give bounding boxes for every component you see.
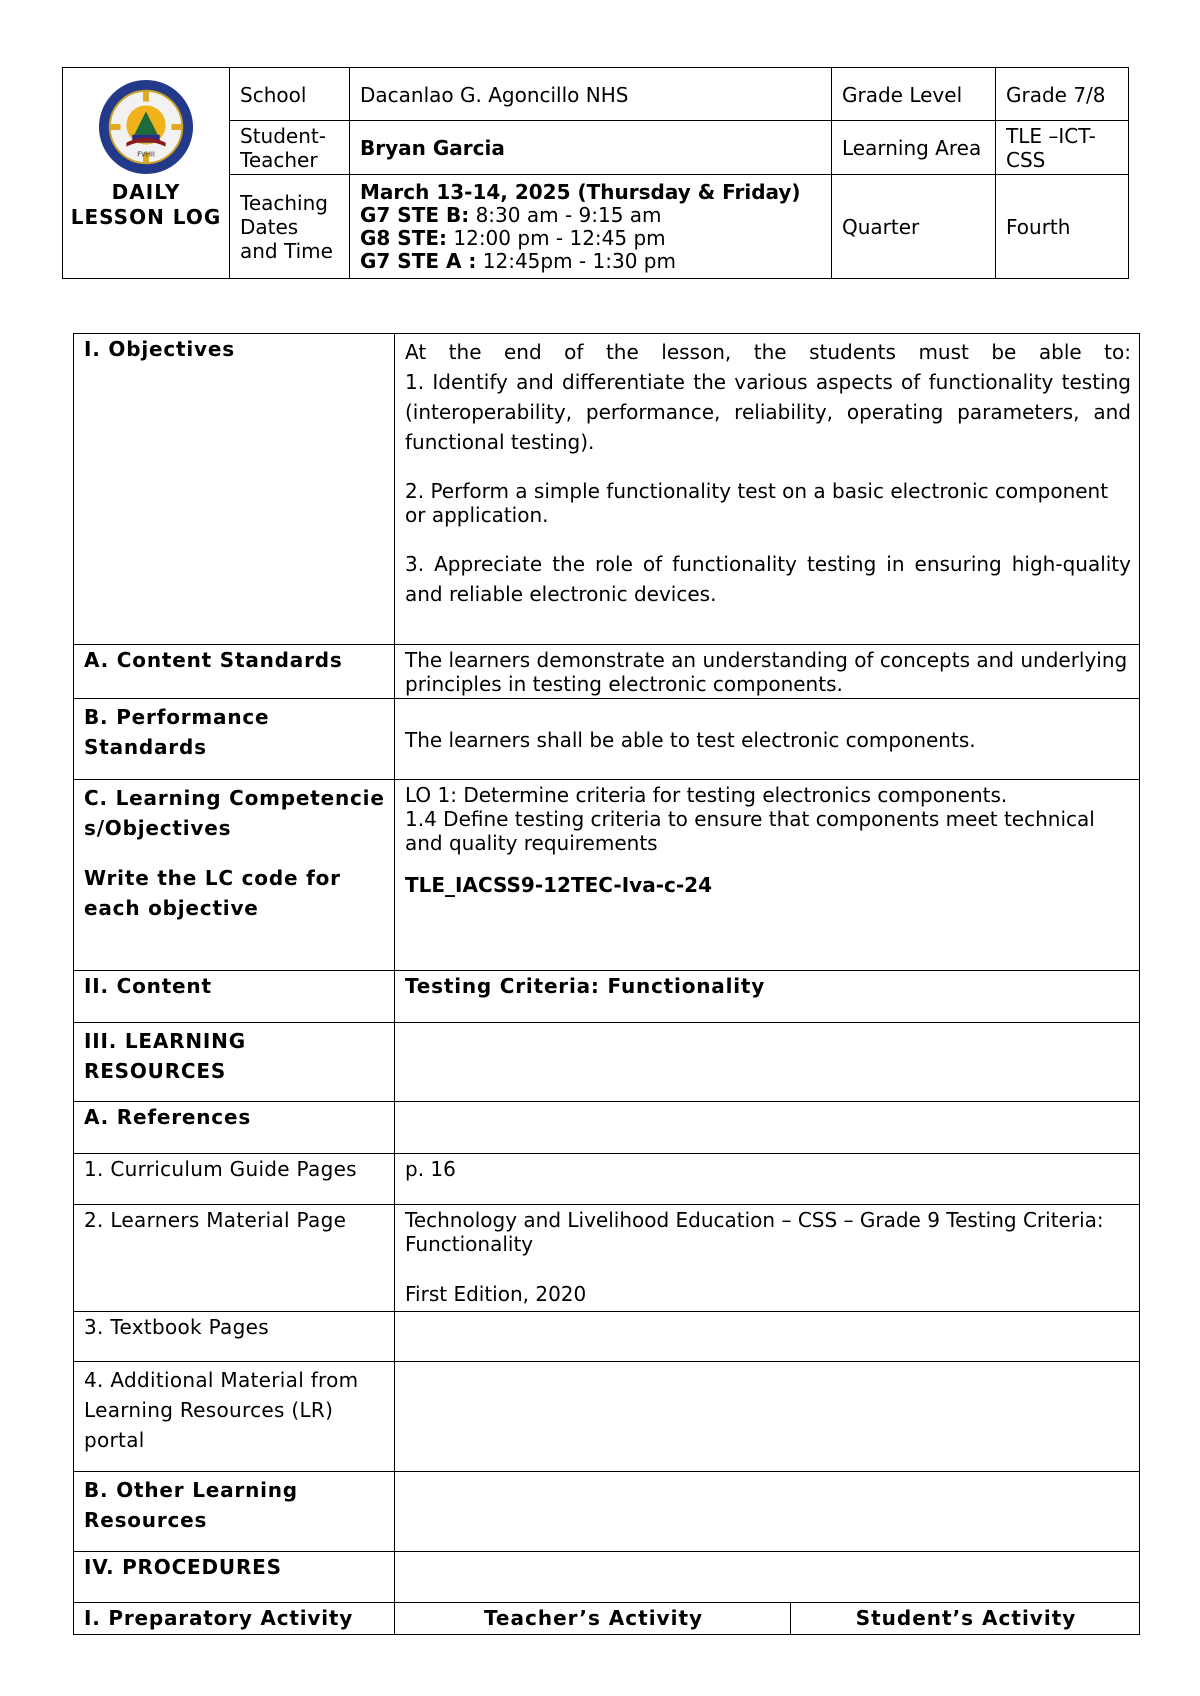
- learners-material-cell: [395, 1205, 1140, 1312]
- other-resources-label: B. Other Learning Resources: [74, 1472, 395, 1552]
- content-standards-label: A. Content Standards: [74, 645, 395, 699]
- school-label: School: [230, 68, 350, 121]
- table-row: [74, 971, 1140, 1023]
- textbook-label: 3. Textbook Pages: [74, 1312, 395, 1362]
- table-row: [74, 1312, 1140, 1362]
- empty-cell: [395, 1552, 1140, 1603]
- competencies-label: C. Learning Competencies/Objectives: [84, 786, 385, 840]
- teacher-label: Student-Teacher: [230, 121, 350, 175]
- schedule-line: [360, 204, 823, 227]
- table-row: [74, 1552, 1140, 1603]
- empty-cell: [395, 1102, 1140, 1154]
- learners-material-edition: First Edition, 2020: [405, 1282, 587, 1306]
- empty-cell: [395, 1023, 1140, 1102]
- schedule-section: G8 STE:: [360, 226, 448, 250]
- school-seal-icon: [97, 78, 195, 176]
- area-label: Learning Area: [832, 121, 996, 175]
- teacher-value: Bryan Garcia: [350, 121, 832, 175]
- table-row: [74, 780, 1140, 971]
- schedule-cell: [350, 175, 832, 279]
- schedule-time: 12:00 pm - 12:45 pm: [447, 226, 666, 250]
- performance-standards-value: The learners shall be able to test electronic components.: [395, 699, 1140, 780]
- schedule-line: [360, 227, 823, 250]
- table-row: [74, 1102, 1140, 1154]
- dates-label: Teaching Dates and Time: [230, 175, 350, 279]
- document-title: DAILY LESSON LOG: [70, 180, 222, 229]
- schedule-time: 8:30 am - 9:15 am: [469, 203, 662, 227]
- quarter-value: Fourth: [996, 175, 1129, 279]
- area-value: TLE –ICT-CSS: [996, 121, 1129, 175]
- empty-cell: [395, 1362, 1140, 1472]
- learning-resources-label: III. LEARNING RESOURCES: [74, 1023, 395, 1102]
- lc-code-label: Write the LC code for each objective: [84, 866, 341, 920]
- table-row: [74, 334, 1140, 645]
- seal-text: FVHII: [137, 150, 155, 159]
- lo-text: LO 1: Determine criteria for testing electronics components.: [405, 783, 1008, 807]
- objective-item: 3. Appreciate the role of functionality testing in ensuring high-quality and reliable electronic devices.: [405, 552, 1131, 606]
- additional-material-label: 4. Additional Material from Learning Resources (LR) portal: [74, 1362, 395, 1472]
- performance-standards-label: B. Performance Standards: [74, 699, 395, 780]
- table-row: [74, 1023, 1140, 1102]
- curriculum-label: 1. Curriculum Guide Pages: [74, 1154, 395, 1205]
- table-row: [74, 645, 1140, 699]
- content-value: Testing Criteria: Functionality: [395, 971, 1140, 1023]
- teacher-activity-header: Teacher’s Activity: [395, 1603, 791, 1635]
- lo-detail: 1.4 Define testing criteria to ensure that components meet technical and quality requirements: [405, 807, 1095, 855]
- table-row: [74, 1205, 1140, 1312]
- grade-value: Grade 7/8: [996, 68, 1129, 121]
- header-table: [62, 67, 1129, 279]
- preparatory-activity-label: I. Preparatory Activity: [74, 1603, 395, 1635]
- procedures-label: IV. PROCEDURES: [74, 1552, 395, 1603]
- references-label: A. References: [74, 1102, 395, 1154]
- schedule-section: G7 STE B:: [360, 203, 470, 227]
- table-row: [74, 1472, 1140, 1552]
- objectives-cell: [395, 334, 1140, 645]
- objective-item: 1. Identify and differentiate the various aspects of functionality testing (interoperability, performance, reliability, operating parameters, and functional testing).: [405, 370, 1131, 454]
- schedule-section: G7 STE A :: [360, 249, 477, 273]
- empty-cell: [395, 1472, 1140, 1552]
- content-standards-value: The learners demonstrate an understanding of concepts and underlying principles in testing electronic components.: [395, 645, 1140, 699]
- content-label: II. Content: [74, 971, 395, 1023]
- schedule-time: 12:45pm - 1:30 pm: [476, 249, 676, 273]
- student-activity-header: Student’s Activity: [791, 1603, 1140, 1635]
- dates-title: March 13-14, 2025 (Thursday & Friday): [360, 180, 801, 204]
- curriculum-value: p. 16: [395, 1154, 1140, 1205]
- learners-material-label: 2. Learners Material Page: [74, 1205, 395, 1312]
- empty-cell: [395, 1312, 1140, 1362]
- table-row: [74, 1603, 1140, 1635]
- objective-item: 2. Perform a simple functionality test on a basic electronic component or application.: [405, 479, 1109, 527]
- learners-material-value: Technology and Livelihood Education – CSS – Grade 9 Testing Criteria: Functionality: [405, 1208, 1104, 1256]
- objectives-label: I. Objectives: [74, 334, 395, 645]
- competencies-cell: [74, 780, 395, 971]
- logo-cell: [63, 68, 230, 279]
- table-row: [74, 1154, 1140, 1205]
- schedule-line: [360, 250, 823, 273]
- quarter-label: Quarter: [832, 175, 996, 279]
- objectives-intro: At the end of the lesson, the students must be able to:: [405, 340, 1131, 364]
- competencies-value-cell: [395, 780, 1140, 971]
- table-row: [74, 1362, 1140, 1472]
- lesson-table: [73, 333, 1140, 1635]
- lc-code: TLE_IACSS9-12TEC-Iva-c-24: [405, 873, 712, 897]
- school-value: Dacanlao G. Agoncillo NHS: [350, 68, 832, 121]
- table-row: [74, 699, 1140, 780]
- grade-label: Grade Level: [832, 68, 996, 121]
